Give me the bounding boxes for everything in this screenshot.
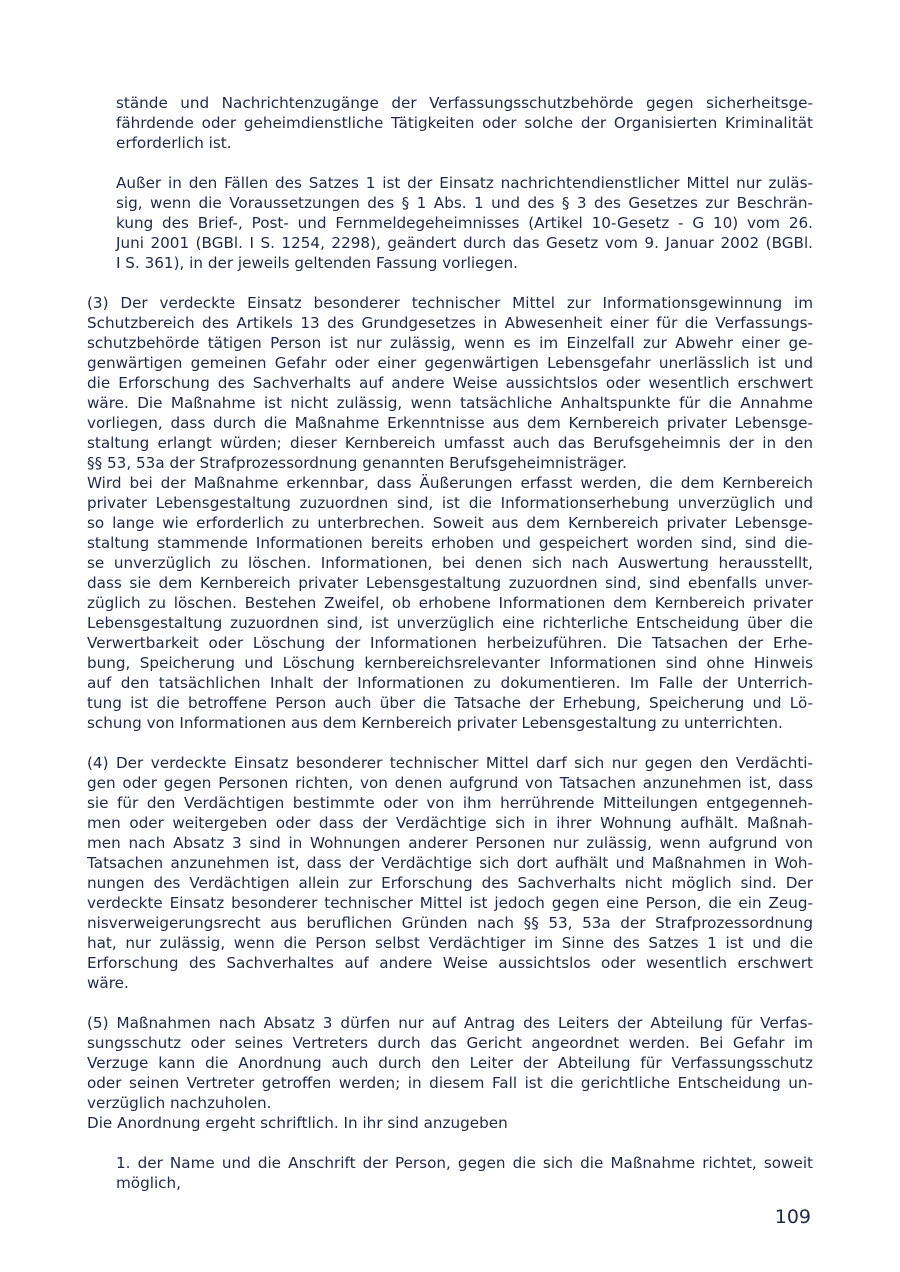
paragraph-ausser [116, 173, 813, 273]
paragraph-absatz-3-continued [87, 473, 813, 733]
text-line: staltung stammende Informationen bereits erhoben und gespeichert worden sind, sind die- [87, 534, 813, 552]
text-line: nisverweigerungsrecht aus beruflichen Gründen nach §§ 53, 53a der Strafprozessordnung [87, 914, 813, 932]
text-line: (4) Der verdeckte Einsatz besonderer technischer Mittel darf sich nur gegen den Verdächti- [87, 754, 813, 772]
text-line: die Erforschung des Sachverhalts auf andere Weise aussichtslos oder wesentlich erschwert [87, 374, 813, 392]
text-line: sig, wenn die Voraussetzungen des § 1 Abs. 1 und des § 3 des Gesetzes zur Beschrän- [116, 194, 813, 212]
text-line: Erforschung des Sachverhaltes auf andere Weise aussichtslos oder wesentlich erschwert [87, 954, 813, 972]
text-line: schutzbehörde tätigen Person ist nur zulässig, wenn es im Einzelfall zur Abwehr einer ge- [87, 334, 813, 352]
text-line: verzüglich nachzuholen. [87, 1094, 272, 1112]
text-line: privater Lebensgestaltung zuzuordnen sind, ist die Informationserhebung unverzüglich und [87, 494, 813, 512]
paragraph-absatz-3 [87, 293, 813, 473]
text-line: kung des Brief-, Post- und Fernmeldegeheimnisses (Artikel 10-Gesetz - G 10) vom 26. [116, 214, 813, 232]
list-item-1 [116, 1153, 813, 1193]
text-line: bung, Speicherung und Löschung kernbereichsrelevanter Informationen sind ohne Hinweis [87, 654, 813, 672]
text-line: erforderlich ist. [116, 134, 232, 152]
document-body [87, 93, 813, 1193]
text-line: vorliegen, dass durch die Maßnahme Erkenntnisse aus dem Kernbereich privater Lebensge- [87, 414, 813, 432]
text-line: möglich, [116, 1174, 181, 1192]
text-line: züglich zu löschen. Bestehen Zweifel, ob erhobene Informationen dem Kernbereich privater [87, 594, 813, 612]
text-line: hat, nur zulässig, wenn die Person selbst Verdächtiger im Sinne des Satzes 1 ist und die [87, 934, 813, 952]
text-line: Tatsachen anzunehmen ist, dass der Verdächtige sich dort aufhält und Maßnahmen in Woh- [87, 854, 813, 872]
text-line: 1. der Name und die Anschrift der Person, gegen die sich die Maßnahme richtet, soweit [116, 1154, 813, 1172]
text-line: staltung erlangt würden; dieser Kernbereich umfasst auch das Berufsgeheimnis der in den [87, 434, 813, 452]
text-line: fährdende oder geheimdienstliche Tätigkeiten oder solche der Organisierten Kriminalität [116, 114, 813, 132]
text-line: Außer in den Fällen des Satzes 1 ist der Einsatz nachrichtendienstlicher Mittel nur zuläs- [116, 174, 813, 192]
text-line: nungen des Verdächtigen allein zur Erforschung des Sachverhalts nicht möglich sind. Der [87, 874, 813, 892]
text-line: (5) Maßnahmen nach Absatz 3 dürfen nur auf Antrag des Leiters der Abteilung für Verfas- [87, 1014, 813, 1032]
text-line: verdeckte Einsatz besonderer technischer Mittel ist jedoch gegen eine Person, die ein Zeug- [87, 894, 813, 912]
text-line: §§ 53, 53a der Strafprozessordnung genannten Berufsgeheimnisträger. [87, 454, 627, 472]
text-line: Verzuge kann die Anordnung auch durch den Leiter der Abteilung für Verfassungsschutz [87, 1054, 813, 1072]
text-line: dass sie dem Kernbereich privater Lebensgestaltung zuzuordnen sind, sind ebenfalls unver- [87, 574, 813, 592]
text-line: Schutzbereich des Artikels 13 des Grundgesetzes in Abwesenheit einer für die Verfassungs- [87, 314, 813, 332]
text-line: schung von Informationen aus dem Kernbereich privater Lebensgestaltung zu unterrichten. [87, 714, 783, 732]
text-line: oder seinen Vertreter getroffen werden; in diesem Fall ist die gerichtliche Entscheidung un- [87, 1074, 813, 1092]
text-line: Lebensgestaltung zuzuordnen sind, ist unverzüglich eine richterliche Entscheidung über die [87, 614, 813, 632]
page-number: 109 [774, 1206, 811, 1228]
text-line: gen oder gegen Personen richten, von denen aufgrund von Tatsachen anzunehmen ist, dass [87, 774, 813, 792]
paragraph-absatz-5 [87, 1013, 813, 1113]
text-line: stände und Nachrichtenzugänge der Verfassungsschutzbehörde gegen sicherheitsge- [116, 94, 813, 112]
text-line: wäre. [87, 974, 129, 992]
paragraph-anordnung [87, 1113, 813, 1133]
text-line: Juni 2001 (BGBl. I S. 1254, 2298), geändert durch das Gesetz vom 9. Januar 2002 (BGBl. [116, 234, 813, 252]
text-line: Verwertbarkeit oder Löschung der Informationen herbeizuführen. Die Tatsachen der Erhe- [87, 634, 813, 652]
text-line: Die Anordnung ergeht schriftlich. In ihr sind anzugeben [87, 1114, 508, 1132]
text-line: se unverzüglich zu löschen. Informationen, bei denen sich nach Auswertung herausstellt, [87, 554, 813, 572]
paragraph-absatz-4 [87, 753, 813, 993]
text-line: sungsschutz oder seines Vertreters durch das Gericht angeordnet werden. Bei Gefahr im [87, 1034, 813, 1052]
text-line: tung ist die betroffene Person auch über die Tatsache der Erhebung, Speicherung und Lö- [87, 694, 813, 712]
text-line: I S. 361), in der jeweils geltenden Fassung vorliegen. [116, 254, 518, 272]
text-line: men nach Absatz 3 sind in Wohnungen anderer Personen nur zulässig, wenn aufgrund von [87, 834, 813, 852]
paragraph-continuation [116, 93, 813, 153]
text-line: wäre. Die Maßnahme ist nicht zulässig, wenn tatsächliche Anhaltspunkte für die Annahme [87, 394, 813, 412]
text-line: so lange wie erforderlich zu unterbrechen. Soweit aus dem Kernbereich privater Lebensge- [87, 514, 813, 532]
text-line: men oder weitergeben oder dass der Verdächtige sich in ihrer Wohnung aufhält. Maßnah- [87, 814, 813, 832]
text-line: sie für den Verdächtigen bestimmte oder von ihm herrührende Mitteilungen entgegenneh- [87, 794, 813, 812]
text-line: (3) Der verdeckte Einsatz besonderer technischer Mittel zur Informationsgewinnung im [87, 294, 813, 312]
text-line: auf den tatsächlichen Inhalt der Informationen zu dokumentieren. Im Falle der Unterrich- [87, 674, 813, 692]
text-line: genwärtigen gemeinen Gefahr oder einer gegenwärtigen Lebensgefahr unerlässlich ist und [87, 354, 813, 372]
text-line: Wird bei der Maßnahme erkennbar, dass Äußerungen erfasst werden, die dem Kernbereich [87, 474, 813, 492]
